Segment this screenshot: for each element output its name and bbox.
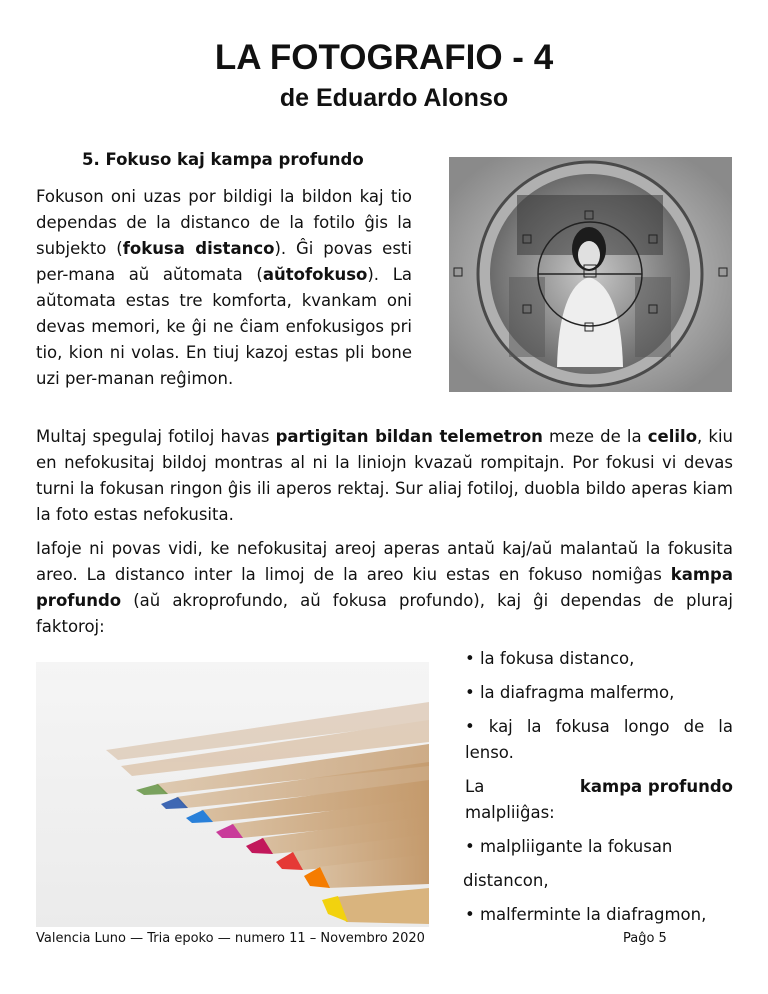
list-item: • malferminte la diafragmon,: [465, 905, 707, 924]
list-item-continuation: distancon,: [463, 871, 549, 890]
emphasis-line: [465, 774, 733, 800]
bold-term: partigitan bildan telemetron: [275, 427, 543, 446]
text-run: La: [465, 777, 485, 796]
paragraph-depth-of-field: [36, 536, 733, 640]
text-run: Multaj spegulaj fotiloj havas: [36, 427, 276, 446]
bold-term: celilo: [647, 427, 698, 446]
list-item: • malpliigante la fokusan: [465, 837, 673, 856]
text-run: ). Ĝi povas esti per-mana aŭ aŭtomata (: [36, 239, 412, 284]
text-run: meze de la: [542, 427, 648, 446]
page-number: Paĝo 5: [623, 931, 667, 946]
section-heading: 5. Fokuso kaj kampa profundo: [82, 150, 364, 169]
text-run: ). La aŭtomata estas tre komforta, kvankam oni devas memori, ke ĝi ne ĉiam enfokusigos pri tio, kion ni volas. En tiuj kazoj estas pli bone uzi per-manan reĝimon.: [36, 265, 412, 388]
colored-pencils-photo: [36, 662, 429, 927]
list-item: • la diafragma malfermo,: [465, 683, 675, 702]
paragraph-focus: [36, 184, 412, 392]
bold-term: fokusa distanco: [122, 239, 275, 258]
article-subtitle: de Eduardo Alonso: [279, 84, 509, 112]
text-run: (aŭ akroprofundo, aŭ fokusa profundo), kaj ĝi dependas de pluraj faktoroj:: [36, 591, 733, 636]
bold-term: aŭtofokuso: [262, 265, 368, 284]
viewfinder-photo: [449, 157, 732, 392]
bold-term: kampa profundo: [579, 777, 733, 796]
list-item: • kaj la fokusa longo de la lenso.: [465, 717, 733, 762]
text-run: , kiu en nefokusitaj bildoj montras al ni la liniojn kvazaŭ rompitajn. Por fokusi vi devas turni la fokusan ringon ĝis ili aperos rektaj. Sur aliaj fotiloj, duobla bildo aperas kiam la foto estas nefokusita.: [36, 427, 733, 524]
footer-left: Valencia Luno — Tria epoko — numero 11 – Novembro 2020: [36, 931, 425, 946]
text-run: Iafoje ni povas vidi, ke nefokusitaj areoj aperas antaŭ kaj/aŭ malantaŭ la fokusita areo. La distanco inter la limoj de la areo kiu estas en fokuso nomiĝas: [36, 539, 733, 584]
text-line: malpliiĝas:: [465, 803, 555, 822]
list-item: • la fokusa distanco,: [465, 649, 635, 668]
paragraph-telemetron: [36, 424, 733, 528]
bold-term: kampa profundo: [36, 565, 733, 610]
article-title: LA FOTOGRAFIO - 4: [214, 38, 554, 77]
text-run: Fokuson oni uzas por bildigi la bildon kaj tio dependas de la distanco de la fotilo ĝis la subjekto (: [36, 187, 412, 258]
